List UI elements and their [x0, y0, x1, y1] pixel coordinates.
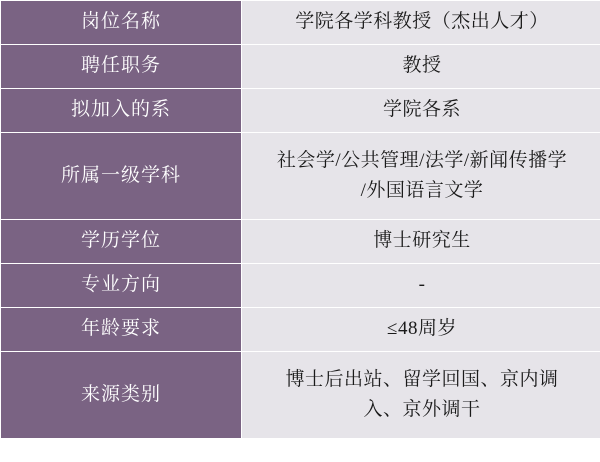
row-label-discipline: 所属一级学科	[1, 133, 242, 220]
table-row	[1, 133, 600, 220]
value-line: ≤48周岁	[387, 318, 457, 340]
table-row	[1, 89, 600, 133]
table-row	[1, 264, 600, 308]
value-line: 社会学/公共管理/法学/新闻传播学	[276, 149, 568, 171]
row-label-source-category: 来源类别	[1, 352, 242, 439]
value-line: 教授	[402, 55, 442, 77]
row-value-appointed-title	[242, 45, 600, 89]
table-row	[1, 352, 600, 439]
row-label-major-direction: 专业方向	[1, 264, 242, 308]
table-row	[1, 1, 600, 45]
row-value-major-direction	[242, 264, 600, 308]
value-line: 博士研究生	[373, 230, 471, 252]
value-line: 博士后出站、留学回国、京内调	[285, 368, 559, 390]
row-label-department: 拟加入的系	[1, 89, 242, 133]
value-line: 入、京外调干	[363, 399, 481, 420]
row-value-department	[242, 89, 600, 133]
table-body	[1, 1, 600, 439]
value-line: 学院各学科教授（杰出人才）	[295, 11, 549, 33]
row-value-age-requirement	[242, 308, 600, 352]
table-row	[1, 308, 600, 352]
table-row	[1, 220, 600, 264]
row-value-source-category	[242, 352, 600, 439]
table-row	[1, 45, 600, 89]
row-value-discipline	[242, 133, 600, 220]
row-label-appointed-title: 聘任职务	[1, 45, 242, 89]
row-label-age-requirement: 年龄要求	[1, 308, 242, 352]
value-line: 学院各系	[382, 99, 461, 121]
value-line: -	[418, 274, 426, 296]
row-value-position-name	[242, 1, 600, 45]
row-label-position-name: 岗位名称	[1, 1, 242, 45]
row-value-education	[242, 220, 600, 264]
row-label-education: 学历学位	[1, 220, 242, 264]
value-line: /外国语言文学	[360, 180, 484, 201]
